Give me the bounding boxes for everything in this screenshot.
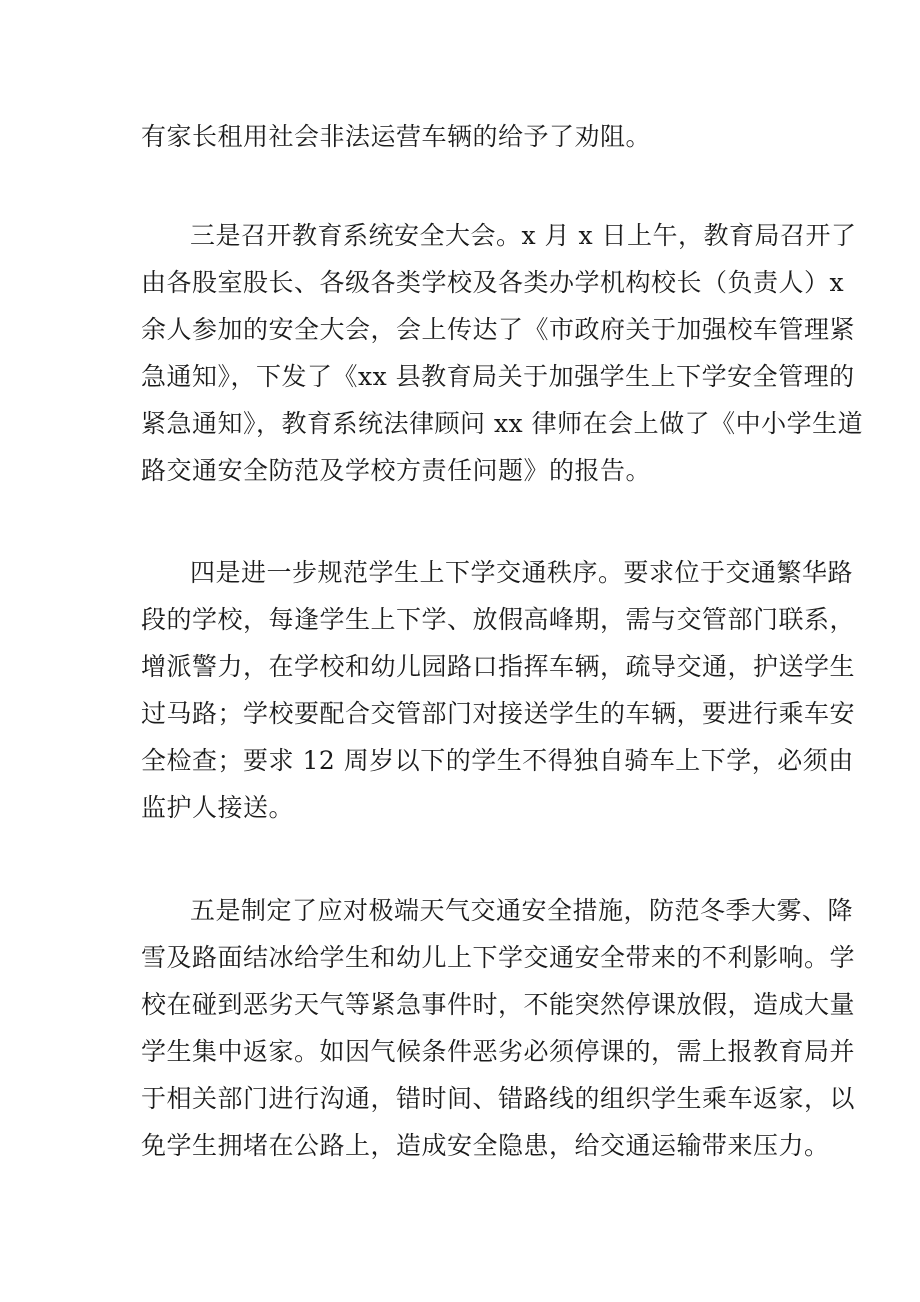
- text-line: 紧急通知》，教育系统法律顾问 xx 律师在会上做了《中小学生道: [141, 409, 864, 438]
- text-line: 余人参加的安全大会，会上传达了《市政府关于加强校车管理紧: [141, 315, 856, 344]
- text-line: 由各股室股长、各级各类学校及各类办学机构校长（负责人）x: [141, 268, 845, 297]
- text-line: 监护人接送。: [141, 793, 295, 822]
- text-line: 五是制定了应对极端天气交通安全措施，防范冬季大雾、降: [190, 896, 854, 925]
- text-line: 过马路；学校要配合交管部门对接送学生的车辆，要进行乘车安: [141, 699, 856, 728]
- text-line: 增派警力，在学校和幼儿园路口指挥车辆，疏导交通，护送学生: [141, 652, 856, 681]
- text-line: 雪及路面结冰给学生和幼儿上下学交通安全带来的不利影响。学: [141, 943, 856, 972]
- text-line: 路交通安全防范及学校方责任问题》的报告。: [141, 456, 652, 485]
- text-line: 有家长租用社会非法运营车辆的给予了劝阻。: [141, 122, 652, 151]
- text-line: 学生集中返家。如因气候条件恶劣必须停课的，需上报教育局并: [141, 1037, 856, 1066]
- text-line: 全检查；要求 12 周岁以下的学生不得独自骑车上下学，必须由: [141, 746, 854, 775]
- text-line: 三是召开教育系统安全大会。x 月 x 日上午，教育局召开了: [190, 221, 857, 250]
- text-line: 急通知》，下发了《xx 县教育局关于加强学生上下学安全管理的: [141, 362, 855, 391]
- text-line: 于相关部门进行沟通，错时间、错路线的组织学生乘车返家，以: [141, 1084, 856, 1113]
- text-line: 校在碰到恶劣天气等紧急事件时，不能突然停课放假，造成大量: [141, 990, 856, 1019]
- text-line: 段的学校，每逢学生上下学、放假高峰期，需与交管部门联系，: [141, 605, 856, 634]
- text-line: 免学生拥堵在公路上，造成安全隐患，给交通运输带来压力。: [141, 1131, 830, 1160]
- text-line: 四是进一步规范学生上下学交通秩序。要求位于交通繁华路: [190, 558, 854, 587]
